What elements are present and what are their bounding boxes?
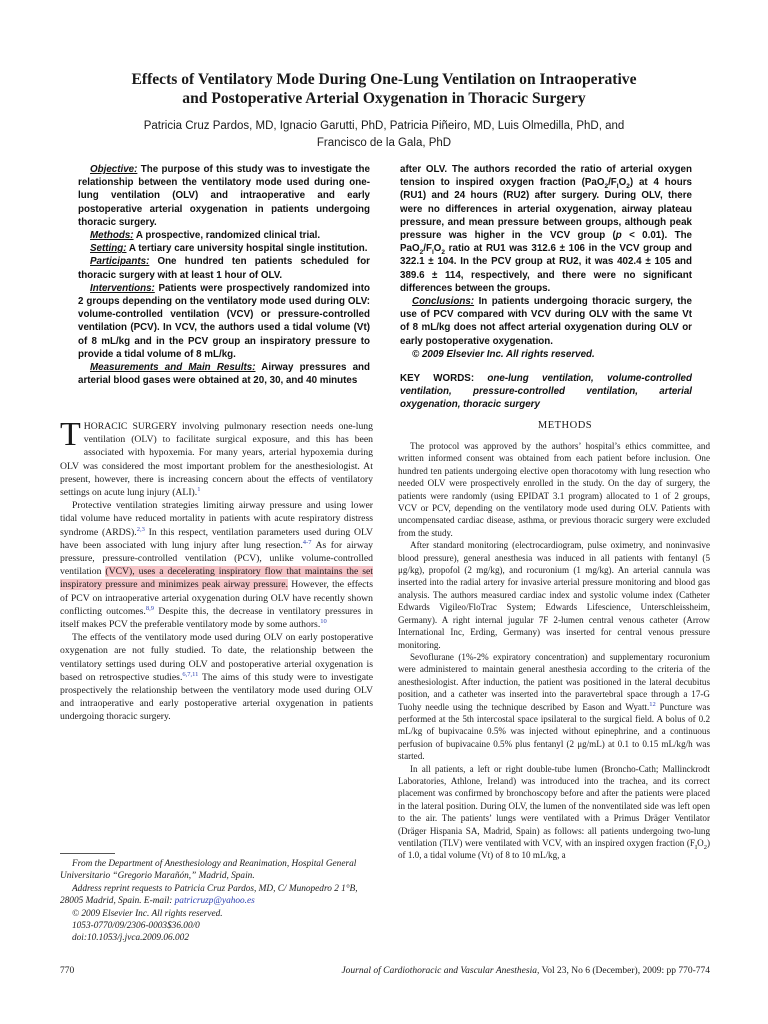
- setting-text: A tertiary care university hospital single institution.: [126, 243, 368, 255]
- methods-p2-text-a: After standard monitoring (electrocardiogram, pulse oximetry, and noninvasive blood pressure), general anesthesia was induced in all patients with fentanyl (5: [398, 540, 710, 563]
- drop-cap: T: [60, 416, 81, 453]
- footnote: [60, 858, 373, 945]
- citation-link[interactable]: 8,9: [145, 604, 154, 612]
- methods-paragraph-1: The protocol was approved by the authors’ hospital’s ethics committee, and written informed consent was obtained from each patient before inclusion. One hundred ten patients undergoing elective open thoracotomy with lung resection who needed OLV were prospectively enrolled in the study. On the day of surgery, the patients were randomly (using EPIDAT 3.1 program) allocated to 1 of 2 groups, VCV or PCV, depending on the ventilatory mode used during OLV. Patients with uncompensated cardiac disease, asthma, or previous thoracic surgery were excluded from the study.: [398, 441, 710, 538]
- measurements-text: Airway pressures and arterial blood gases were obtained at 20, 30, and 40 minutes: [78, 362, 370, 387]
- footnote-copyright: © 2009 Elsevier Inc. All rights reserved.: [72, 908, 223, 919]
- mu-symbol: μ: [398, 565, 403, 576]
- abstract-conclusions: [400, 295, 692, 348]
- abstract-setting: [78, 242, 370, 255]
- footnote-issn: 1053-0770/09/2306-0003$36.00/0: [72, 921, 200, 932]
- citation-link[interactable]: 6,7,11: [182, 670, 199, 678]
- keywords-text: one-lung ventilation, volume-controlled ventilation, pressure-controlled ventilation, arterial oxygenation, thoracic surgery: [400, 373, 692, 411]
- footnote-affiliation: From the Department of Anesthesiology and Reanimation, Hospital General Universitario “Gregorio Marañón,” Madrid, Spain.: [60, 859, 357, 882]
- citation-link[interactable]: 2,3: [136, 525, 145, 533]
- highlighted-passage[interactable]: (VCV), uses a decelerating inspiratory flow that maintains the set inspiratory pressure and minimizes peak airway pressure.: [60, 566, 373, 591]
- page-number: 770: [60, 966, 75, 976]
- abstract-results-continued: after OLV. The authors recorded the ratio of arterial oxygen tension to inspired oxygen fraction $(PaO_2/F_IO_2)$ at 4 hours (RU1) and 24 hours (RU2) after surgery. During OLV, there were no differences in arterial oxygenation, airway plateau pressure, and mean pressure between groups, although peak pressure was higher in the VCV group (p < 0.01). The $PaO_2/F_IO_2$ ratio at RU1 was 312.6 ± 106 in the VCV group and 322.1 ± 104. In the PCV group at RU2, it was 402.4 ± 105 and 389.6 ± 114, respectively, and there were no significant differences between the groups.: [400, 164, 692, 294]
- intro-p3-text-a: The effects of the ventilatory mode used during OLV on early postoperative oxygenation are not fully studied. To date, the relationship between the ventilatory settings used during OLV and postoperative arterial oxygenation is based on retrospective studies.: [60, 632, 373, 683]
- introduction-column: [60, 416, 374, 724]
- abstract-participants: [78, 255, 370, 281]
- methods-label: Methods:: [90, 230, 134, 242]
- methods-paragraph-2: [398, 539, 710, 651]
- participants-label: Participants:: [90, 256, 150, 268]
- intro-paragraph-3: [60, 631, 373, 723]
- methods-paragraph-3: [398, 651, 710, 763]
- journal-citation: [341, 966, 710, 976]
- email-link[interactable]: patricruzp@yahoo.es: [174, 896, 255, 907]
- citation-link[interactable]: 4-7: [302, 538, 312, 546]
- journal-name: Journal of Cardiothoracic and Vascular Anesthesia,: [341, 966, 540, 976]
- intro-p3-text-b: The aims of this study were to investigate prospectively the relationship between the ventilatory mode used during OLV and intraoperative and early postoperative arterial oxygenation in patients undergoing thoracic surgery.: [60, 671, 373, 723]
- methods-p3-text-a: Sevoflurane (1%-2% expiratory concentration) and supplementary rocuronium were administered to maintain general anesthesia according to the criteria of the anesthesiologist. After induction, the patient was positioned in the lateral decubitus position, and a catheter was inserted into the paravertebral space through a 17-G Tuohy needle using the technique described by Eason and Wyatt.: [398, 651, 710, 712]
- authors-line-2: Francisco de la Gala, PhD: [316, 137, 452, 149]
- reprint-text: Address reprint requests to Patricia Cruz Pardos, MD, C/ Munopedro 2 1°B, 28005 Madrid, Spain. E-mail:: [60, 883, 358, 907]
- results-text-c: < 0.01). The PaO: [400, 230, 692, 255]
- interventions-text: Patients were prospectively randomized into 2 groups depending on the ventilatory mode used during OLV: volume-controlled ventilation (VCV) or pressure-controlled ventilation (PCV). In VCV, the authors used a tidal volume (Vt) of 8 mL/kg and in the PCV group an inspiratory pressure to provide a tidal volume of 8 mL/kg.: [78, 282, 370, 360]
- methods-text: A prospective, randomized clinical trial.: [133, 230, 321, 242]
- citation-link[interactable]: 12: [649, 700, 656, 708]
- citation-link[interactable]: 1: [197, 485, 201, 493]
- results-text-b: ) at 4 hours (RU1) and 24 hours (RU2) after surgery. During OLV, there were no differences in arterial oxygenation, airway plateau pressure, and mean pressure between groups, although peak pressure was higher in the VCV group (: [400, 177, 692, 242]
- measurements-label: Measurements and Main Results:: [90, 362, 256, 374]
- keywords-label: KEY WORDS:: [400, 373, 475, 385]
- abstract-right-column: [400, 163, 692, 412]
- conclusions-label: Conclusions:: [412, 296, 475, 308]
- results-text-d: ratio at RU1 was 312.6 ± 106 in the VCV group and 322.1 ± 104. In the PCV group at RU2, it was 402.4 ± 105 and 389.6 ± 114, respectively, and there were no significant differences between the groups.: [400, 243, 692, 294]
- methods-p4-text-a: In all patients, a left or right double-tube lumen (Broncho-Cath; Mallinckrodt Laboratories, Athlone, Ireland) was introduced into the trachea, and its correct placement was confirmed by bronchoscopy before and after the patients were placed in the lateral position. During OLV, the lumen of the nonventilated side was left open to the air. The patients’ lungs were ventilated with a Primus Dräger Ventilator (Dräger Hispania SA, Madrid, Spain) as follows: all patients undergoing two-lung ventilation (TLV) were ventilated with VCV, with an inspired oxygen fraction (F: [398, 763, 710, 848]
- intro-p2-text-d: However, the effects of PCV on intraoperative arterial oxygenation during OLV have recently shown conflicting outcomes.: [60, 579, 373, 617]
- journal-issue: Vol 23, No 6 (December), 2009: pp 770-774: [539, 966, 710, 976]
- methods-p2-text-b: g/kg), propofol (2 mg/kg), and rocuronium (1 mg/kg). An arterial cannula was inserted into the radial artery for invasive arterial pressure monitoring and blood gas analysis. The authors measured cardiac index and systolic volume index (Catheter Edwards Vigileo/FloTrac System; Edwards Lifescience, Unterschleissheim, Germany). A right internal jugular 7F 2-lumen central venous catheter (Arrow International Inc, Erding, Germany) was inserted for central venous pressure monitoring.: [398, 565, 710, 650]
- mu-symbol: μ: [577, 738, 583, 749]
- title-line-1: Effects of Ventilatory Mode During One-Lung Ventilation on Intraoperative: [131, 71, 637, 88]
- footnote-doi: doi:10.1053/j.jvca.2009.06.002: [72, 933, 189, 944]
- methods-paragraph-4: In all patients, a left or right double-tube lumen (Broncho-Cath; Mallinckrodt Laboratories, Athlone, Ireland) was introduced into the trachea, and its correct placement was confirmed by bronchoscopy before and after the patients were placed in the lateral position. During OLV, the lumen of the nonventilated side was left open to the air. The patients’ lungs were ventilated with a Primus Dräger Ventilator (Dräger Hispania SA, Madrid, Spain) as follows: all patients undergoing two-lung ventilation (TLV) were ventilated with VCV, with an inspired oxygen fraction $(F_IO_2)$ of 1.0, a tidal volume (Vt) of 8 to 10 mL/kg, a: [398, 763, 710, 861]
- methods-heading: METHODS: [537, 420, 593, 431]
- intro-p2-text-c: As for airway pressure, pressure-controlled ventilation (PCV), unlike volume-controlled ventilation: [60, 539, 374, 578]
- intro-p1-text: HORACIC SURGERY involving pulmonary resection needs one-lung ventilation (OLV) to facilitate surgical exposure, and this has been associated with hypoxemia. For many years, arterial hypoxemia during OLV was considered the most important problem for the anesthesiologist. At present, however, there is increasing concern about the effects of ventilatory settings on acute lung injury (ALI).: [60, 421, 373, 499]
- methods-column: [398, 440, 710, 862]
- objective-label: Objective:: [90, 164, 138, 175]
- abstract-methods: [78, 229, 370, 242]
- conclusions-text: In patients undergoing thoracic surgery, the use of PCV compared with VCV during OLV with the same Vt of 8 mL/kg does not affect arterial oxygenation during OLV or early postoperative oxygenation.: [400, 296, 692, 347]
- intro-p2-text-b: In this respect, ventilation parameters used during OLV have been associated with lung injury after lung resection.: [60, 526, 373, 551]
- methods-p3-text-c: g/mL) at 0.1 to 0.15 mL/kg/h was started.: [398, 738, 710, 762]
- setting-label: Setting:: [90, 243, 127, 255]
- intro-p2-text-e: Despite this, the decrease in ventilatory pressures in itself makes PCV the preferable ventilatory mode by some authors.: [60, 605, 373, 631]
- interventions-label: Interventions:: [90, 282, 155, 294]
- abstract-left-column: [78, 163, 370, 387]
- footnote-reprint: [60, 883, 373, 908]
- abstract-interventions: [78, 282, 370, 361]
- intro-paragraph-1: [60, 416, 373, 499]
- abstract-copyright: © 2009 Elsevier Inc. All rights reserved.: [412, 348, 595, 360]
- keywords: [400, 372, 692, 412]
- results-text-a: after OLV. The authors recorded the ratio of arterial oxygen tension to inspired oxygen fraction (PaO: [400, 164, 692, 189]
- footnote-rule: [60, 853, 115, 854]
- abstract-measurements: [78, 361, 370, 387]
- objective-text: The purpose of this study was to investigate the relationship between the ventilatory mode used during one-lung ventilation (OLV) and intraoperative and early postoperative arterial oxygenation in patients undergoing thoracic surgery.: [78, 164, 370, 228]
- citation-link[interactable]: 10: [320, 617, 327, 625]
- author-list: [70, 118, 698, 152]
- title-line-2: and Postoperative Arterial Oxygenation in Thoracic Surgery: [182, 90, 586, 107]
- methods-p3-text-b: Puncture was performed at the 5th intercostal space ipsilateral to the surgical field. A bolus of 0.2 mL/kg of bupivacaine 0.5% was injected without epinephrine, and a continuous perfusion of bupivacaine 0.5% plus fentanyl (2: [398, 701, 711, 749]
- results-p-value: p: [615, 230, 622, 242]
- authors-line-1: Patricia Cruz Pardos, MD, Ignacio Garutti, PhD, Patricia Piñeiro, MD, Luis Olmedilla, PhD, and: [143, 120, 625, 132]
- intro-paragraph-2: [60, 499, 373, 631]
- participants-text: One hundred ten patients scheduled for thoracic surgery with at least 1 hour of OLV.: [78, 256, 370, 281]
- methods-p4-text-b: ) of 1.0, a tidal volume (Vt) of 8 to 10 mL/kg, a: [398, 838, 710, 861]
- article-title: [70, 70, 698, 108]
- abstract-objective: [78, 163, 370, 229]
- intro-p2-text-a: Protective ventilation strategies limiting airway pressure and using lower tidal volume have reduced mortality in patients with acute respiratory distress syndrome (ARDS).: [60, 500, 373, 538]
